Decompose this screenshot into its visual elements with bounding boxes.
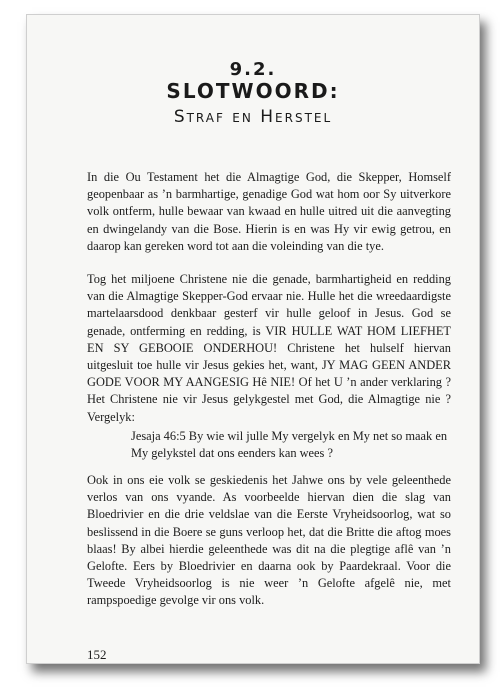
page-number: 152 <box>87 647 107 662</box>
section-subtitle-text: Straf en Herstel <box>173 107 333 127</box>
paragraph-3: Ook in ons eie volk se geskiedenis het Jahwe ons by vele geleenthede verlos van ons vyande. As voorbeelde hiervan dien die slag van Bloedrivier en die drie veldslae van die Eerste Vryheidsoorlog, wat so beslissend in die Boere se guns verloop het, dat die Britte die aftog moes blaas! By albei hierdie geleenthede was dit na die plegtige aflê van ’n Gelofte. Eers by Bloedrivier en daarna ook by Paardekraal. Voor die Tweede Vryheidsoorlog is nie weer ’n Gelofte afgelê nie, met rampspoedige gevolge vir ons volk. <box>87 473 451 608</box>
bible-quote: Jesaja 46:5 By wie wil julle My vergelyk en My net so maak en My gelykstel dat ons eenders kan wees ? <box>131 429 448 461</box>
paragraph-2: Tog het miljoene Christene nie die genade, barmhartigheid en redding van die Almagtige Skepper-God ervaar nie. Hulle het die wreedaardigste martelaarsdood denkbaar gesterf vir hulle geloof in Jesus. God se genade, ontferming en redding, is VIR HULLE WAT HOM LIEFHET EN SY GEBOOIE ONDERHOU! Christene het hulself hiervan uitgesluit toe hulle vir Jesus gekies het, want, JY MAG GEEN ANDER GODE VOOR MY AANGESIG Hê NIE! Of het U ’n ander verklaring ? Het Christene nie vir Jesus gelykgestel met God, die Almagtige nie ? Vergelyk: <box>87 272 451 424</box>
section-subtitle <box>27 107 479 127</box>
section-number: 9.2. <box>229 59 277 80</box>
section-title: SLOTWOORD: <box>166 79 340 103</box>
book-page <box>26 14 480 664</box>
paragraph-1: In die Ou Testament het die Almagtige God, die Skepper, Homself geopenbaar as ’n barmhartige, genadige God wat hom oor Sy uitverkore volk ontferm, hulle bewaar van kwaad en hulle uitred uit die aanvegting en dwingelandy van die Bose. Hierin is en was Hy vir ewig getrou, en daarop kan gereken word tot aan die voleinding van die tye. <box>87 170 451 253</box>
